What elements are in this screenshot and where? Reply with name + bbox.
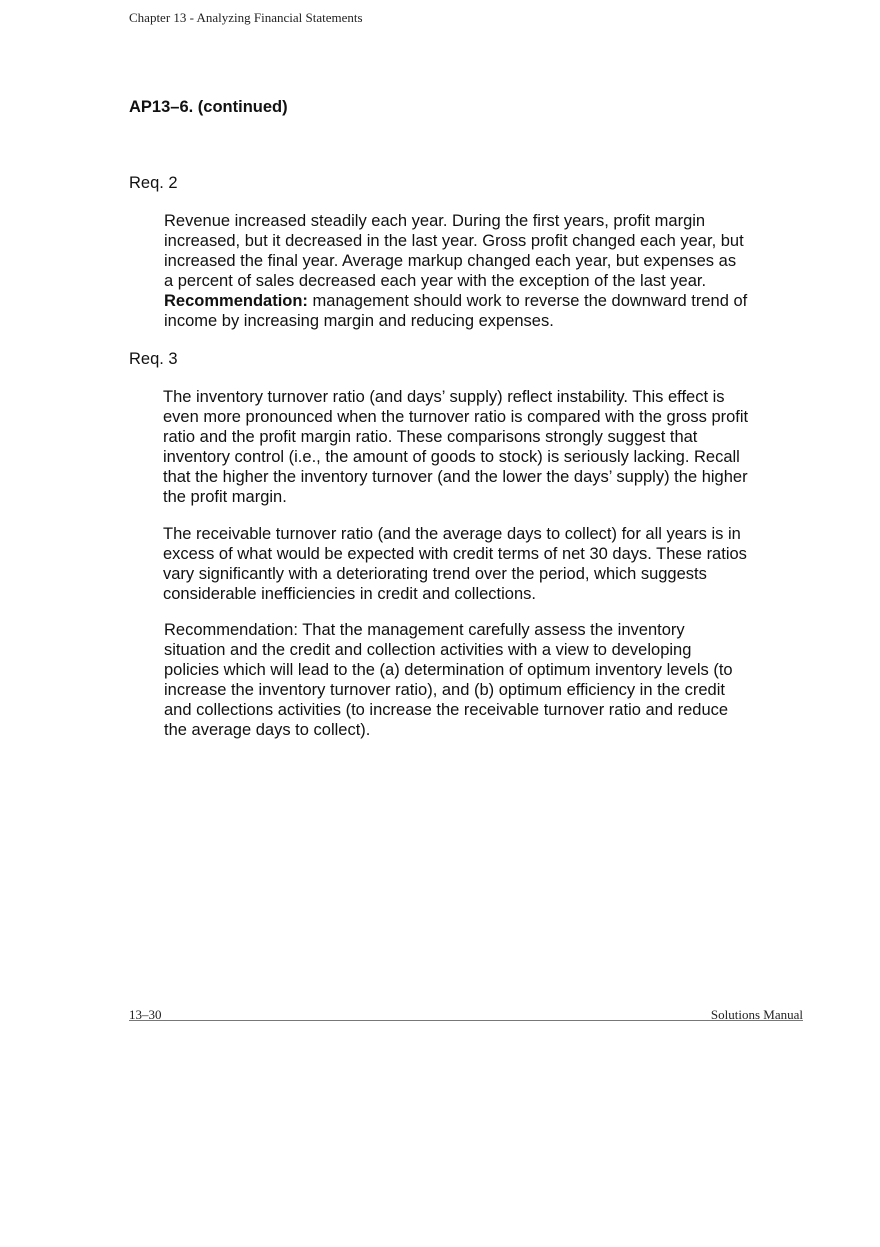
page-number: 13–30 xyxy=(129,1007,162,1022)
req-3-paragraph-recommendation: Recommendation: That the management carefully assess the inventory situation and the credit and collection activities with a view to developing policies which will lead to the (a) determination of optimum inventory levels (to increase the inventory turnover ratio), and (b) optimum efficiency in the credit and collections activities (to increase the receivable turnover ratio and reduce the average days to collect). xyxy=(164,621,733,739)
running-header: Chapter 13 - Analyzing Financial Statements xyxy=(129,10,363,25)
req-2-label: Req. 2 xyxy=(129,174,178,192)
footer-rule xyxy=(129,1020,803,1021)
req-3-paragraph-receivables: The receivable turnover ratio (and the average days to collect) for all years is in excess of what would be expected with credit terms of net 30 days. These ratios vary significantly with a deteriorating trend over the period, which suggests considerable inefficiencies in credit and collections. xyxy=(163,525,747,603)
req-2-recommendation-text: management should work to reverse the downward trend of income by increasing margin and reducing expenses. xyxy=(164,292,748,330)
req-3-paragraph-inventory: The inventory turnover ratio (and days’ supply) reflect instability. This effect is even more pronounced when the turnover ratio is compared with the gross profit ratio and the profit margin ratio. These comparisons strongly suggest that inventory control (i.e., the amount of goods to stock) is seriously lacking. Recall that the higher the inventory turnover (and the lower the days’ supply) the higher the profit margin. xyxy=(163,388,749,506)
req-3-label: Req. 3 xyxy=(129,350,178,368)
book-title: Solutions Manual xyxy=(710,1007,803,1022)
problem-title: AP13–6. (continued) xyxy=(129,98,288,116)
req-2-recommendation-label: Recommendation: xyxy=(164,292,308,310)
req-2-paragraph xyxy=(164,211,749,331)
req-2-text: Revenue increased steadily each year. During the first years, profit margin increased, but it decreased in the last year. Gross profit changed each year, but increased the final year. Average markup changed each year, but expenses as a percent of sales decreased each year with the exception of the last year. xyxy=(164,212,744,290)
